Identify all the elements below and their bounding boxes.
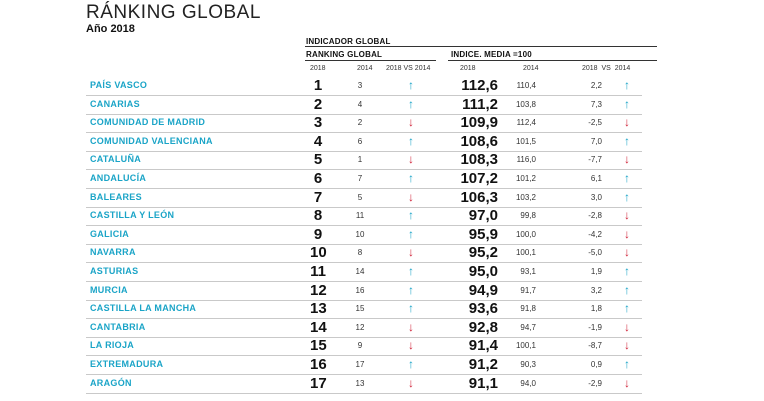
index-diff: -2,9 (588, 378, 602, 388)
rank-2018: 9 (313, 225, 323, 243)
index-diff: -8,7 (588, 341, 602, 351)
arrow-up-icon: ↑ (408, 282, 414, 297)
index-2014: 94,0 (520, 378, 536, 388)
table-row (86, 336, 642, 356)
region-name: CANARIAS (90, 98, 140, 109)
region-name: EXTREMADURA (90, 359, 164, 369)
rank-2018: 5 (313, 151, 323, 169)
region-name: PAÍS VASCO (90, 80, 148, 90)
rank-2014: 14 (355, 267, 365, 276)
rank-2018: 2 (313, 95, 323, 113)
arrow-down-icon: ↓ (624, 245, 630, 260)
index-diff: 2,2 (590, 81, 602, 90)
table-row (86, 262, 642, 282)
arrow-up-icon: ↑ (408, 78, 414, 92)
arrow-up-icon: ↑ (624, 264, 630, 278)
arrow-up-icon: ↑ (408, 264, 414, 278)
arrow-down-icon: ↓ (408, 319, 414, 334)
arrow-up-icon: ↑ (408, 301, 414, 316)
ranking-group-rule (305, 60, 436, 61)
index-diff: -4,2 (588, 229, 602, 239)
index-diff: 7,3 (590, 99, 602, 109)
region-name: ASTURIAS (90, 266, 139, 276)
region-name: COMUNIDAD DE MADRID (90, 117, 206, 128)
arrow-up-icon: ↑ (624, 96, 630, 111)
rank-2014: 8 (357, 248, 363, 258)
index-2018: 112,6 (461, 77, 498, 94)
rank-2014: 12 (355, 322, 365, 332)
region-name: COMUNIDAD VALENCIANA (90, 135, 213, 146)
table-row (86, 374, 642, 394)
rank-2014: 15 (355, 304, 365, 314)
rank-2014: 5 (357, 192, 363, 202)
rank-2014: 10 (355, 229, 365, 239)
index-diff: 7,0 (590, 136, 602, 146)
table-row (86, 113, 642, 133)
table-row (86, 206, 642, 226)
arrow-up-icon: ↑ (624, 301, 630, 316)
arrow-down-icon: ↓ (408, 375, 414, 390)
arrow-down-icon: ↓ (408, 152, 414, 167)
arrow-up-icon: ↑ (624, 357, 630, 371)
index-2018: 95,0 (468, 263, 498, 280)
index-2014: 94,7 (520, 322, 536, 332)
rank-2018: 6 (313, 170, 323, 187)
region-name: MURCIA (90, 284, 128, 295)
arrow-up-icon: ↑ (408, 226, 414, 241)
region-name: CASTILLA LA MANCHA (90, 303, 197, 314)
index-2014: 116,0 (516, 155, 536, 165)
index-2018: 94,9 (468, 281, 498, 299)
rank-2018: 8 (313, 207, 323, 225)
rank-2018: 12 (310, 281, 327, 299)
header-rule-top (305, 46, 657, 47)
arrow-down-icon: ↓ (624, 208, 630, 223)
index-2014: 101,2 (515, 174, 536, 183)
arrow-up-icon: ↑ (408, 133, 414, 148)
rank-2018: 17 (310, 374, 327, 392)
table-row (86, 95, 642, 115)
rank-2014: 3 (357, 81, 363, 90)
arrow-down-icon: ↓ (624, 319, 630, 334)
index-diff: -5,0 (588, 248, 602, 258)
rank-2018: 3 (313, 114, 323, 132)
rank-2014: 2 (357, 118, 363, 128)
arrow-down-icon: ↓ (624, 152, 630, 167)
index-2018: 91,1 (468, 374, 498, 392)
table-row (86, 132, 642, 152)
arrow-down-icon: ↓ (408, 115, 414, 130)
index-2018: 107,2 (460, 170, 498, 187)
index-2014: 90,3 (520, 360, 536, 369)
index-2014: 101,5 (515, 136, 536, 146)
index-diff: -1,9 (588, 322, 602, 332)
table-row (86, 318, 642, 338)
table-row (86, 355, 642, 375)
col-rank-2018: 2018 (310, 65, 326, 72)
index-diff: 0,9 (590, 360, 602, 369)
rank-2014: 11 (355, 211, 365, 221)
rank-2014: 17 (355, 360, 365, 369)
arrow-down-icon: ↓ (624, 115, 630, 130)
col-idx-2018: 2018 (460, 65, 476, 72)
index-2018: 108,6 (460, 132, 498, 150)
ranking-group-heading: RANKING GLOBAL (306, 50, 383, 59)
region-name: CATALUÑA (90, 154, 142, 165)
region-name: ARAGÓN (90, 377, 132, 388)
index-2014: 91,7 (520, 285, 536, 295)
index-2018: 106,3 (460, 188, 498, 206)
index-2014: 110,4 (516, 81, 536, 90)
index-group-rule (448, 60, 657, 61)
table-row (86, 281, 642, 301)
index-diff: 6,1 (590, 174, 602, 183)
arrow-down-icon: ↓ (624, 375, 630, 390)
arrow-up-icon: ↑ (408, 171, 414, 185)
index-2018: 95,9 (468, 225, 498, 243)
rank-2014: 7 (357, 174, 363, 183)
index-2018: 93,6 (468, 300, 498, 318)
rank-2018: 13 (310, 300, 327, 318)
region-name: GALICIA (90, 228, 130, 239)
rank-2014: 1 (357, 155, 363, 165)
rank-2018: 11 (310, 263, 326, 280)
index-2014: 91,8 (520, 304, 536, 314)
index-2014: 103,8 (515, 99, 536, 109)
arrow-up-icon: ↑ (408, 208, 414, 223)
region-name: BALEARES (90, 191, 142, 202)
rank-2014: 6 (357, 136, 363, 146)
index-diff: -2,8 (588, 211, 602, 221)
region-name: LA RIOJA (90, 340, 135, 351)
index-2018: 92,8 (468, 318, 498, 336)
region-name: ANDALUCÍA (90, 173, 147, 183)
rank-2018: 15 (310, 337, 327, 355)
arrow-up-icon: ↑ (408, 96, 414, 111)
arrow-down-icon: ↓ (408, 245, 414, 260)
rank-2014: 4 (357, 99, 363, 109)
arrow-up-icon: ↑ (408, 357, 414, 371)
rank-2018: 14 (310, 318, 327, 336)
arrow-up-icon: ↑ (624, 78, 630, 92)
index-2018: 109,9 (460, 114, 498, 132)
rank-2014: 16 (355, 285, 365, 295)
index-2014: 100,1 (515, 341, 536, 351)
arrow-up-icon: ↑ (624, 133, 630, 148)
region-name: CASTILLA Y LEÓN (90, 210, 175, 221)
table-row (86, 299, 642, 319)
col-idx-diff: 2018 VS 2014 (582, 65, 631, 72)
index-2014: 103,2 (515, 192, 536, 202)
index-2018: 111,2 (462, 95, 498, 113)
region-name: CANTABRIA (90, 321, 146, 332)
table-row (86, 76, 642, 96)
indicator-heading: INDICADOR GLOBAL (306, 37, 391, 46)
index-diff: 3,2 (590, 285, 602, 295)
col-rank-2014: 2014 (357, 65, 373, 72)
table-row (86, 225, 642, 245)
index-diff: -7,7 (588, 155, 602, 165)
arrow-down-icon: ↓ (624, 338, 630, 353)
table-row (86, 243, 642, 263)
index-2018: 97,0 (468, 207, 498, 225)
index-diff: -2,5 (588, 118, 602, 128)
arrow-down-icon: ↓ (408, 338, 414, 353)
rank-2018: 1 (313, 77, 323, 94)
arrow-down-icon: ↓ (624, 226, 630, 241)
index-2018: 91,2 (468, 356, 498, 373)
arrow-down-icon: ↓ (408, 189, 414, 204)
arrow-up-icon: ↑ (624, 189, 630, 204)
col-idx-2014: 2014 (523, 65, 539, 72)
index-group-heading: INDICE. MEDIA =100 (451, 50, 532, 59)
rank-2018: 7 (313, 188, 323, 206)
table-row (86, 188, 642, 208)
table-row (86, 150, 642, 170)
index-2018: 108,3 (460, 151, 498, 169)
page-subtitle: Año 2018 (86, 23, 135, 35)
arrow-up-icon: ↑ (624, 282, 630, 297)
index-2014: 100,0 (515, 229, 536, 239)
rank-2014: 9 (357, 341, 363, 351)
table-row (86, 169, 642, 189)
rank-2018: 16 (310, 356, 327, 373)
region-name: NAVARRA (90, 247, 136, 258)
index-2014: 112,4 (516, 118, 536, 128)
index-2014: 100,1 (515, 248, 536, 258)
index-2014: 99,8 (520, 211, 536, 221)
page-title: RÁNKING GLOBAL (86, 2, 261, 23)
index-diff: 3,0 (590, 192, 602, 202)
rank-2018: 4 (313, 132, 323, 150)
index-2014: 93,1 (520, 267, 536, 276)
rank-2014: 13 (355, 378, 365, 388)
index-2018: 91,4 (468, 337, 498, 355)
index-diff: 1,9 (590, 267, 602, 276)
arrow-up-icon: ↑ (624, 171, 630, 185)
index-2018: 95,2 (468, 244, 498, 262)
index-diff: 1,8 (590, 304, 602, 314)
col-rank-change: 2018 VS 2014 (386, 65, 431, 72)
rank-2018: 10 (310, 244, 327, 262)
